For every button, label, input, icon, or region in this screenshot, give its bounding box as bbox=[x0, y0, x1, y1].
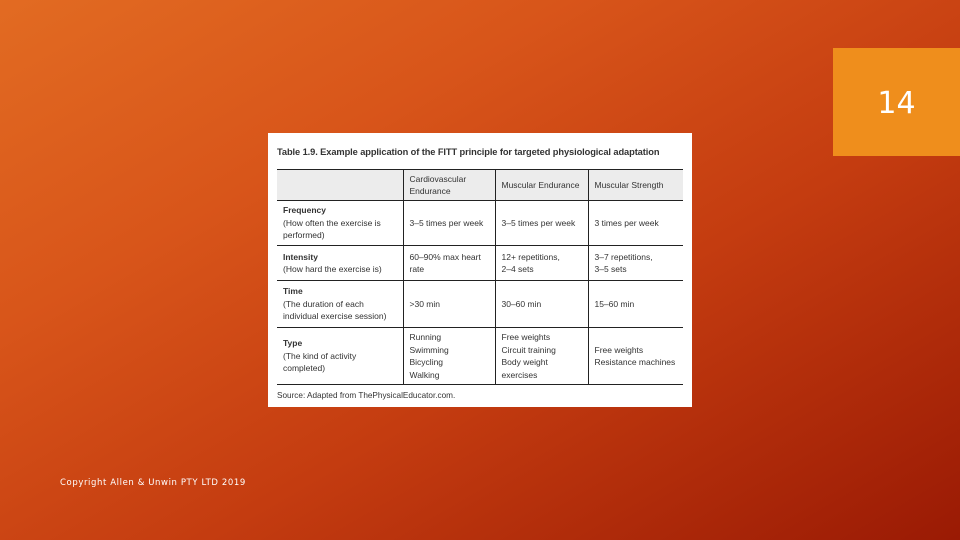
cell-line: Resistance machines bbox=[594, 357, 676, 367]
table-row bbox=[277, 328, 683, 385]
row-label-cell bbox=[277, 281, 403, 328]
row-label: Type bbox=[283, 338, 303, 349]
header-muscular-strength: Muscular Strength bbox=[588, 170, 683, 201]
row-label-cell bbox=[277, 246, 403, 281]
table-cell bbox=[588, 281, 683, 328]
slide-number: 14 bbox=[877, 85, 916, 121]
cell-line: 60–90% max heart rate bbox=[409, 251, 481, 274]
row-description: (How often the exercise is performed) bbox=[283, 217, 381, 241]
cell-line: >30 min bbox=[409, 298, 440, 309]
table-cell bbox=[403, 246, 495, 281]
row-label-cell bbox=[277, 201, 403, 246]
table-source: Source: Adapted from ThePhysicalEducator.com. bbox=[277, 391, 456, 400]
cell-line: exercises bbox=[501, 369, 538, 380]
header-muscular-endurance: Muscular Endurance bbox=[495, 170, 588, 201]
cell-line: 15–60 min bbox=[594, 298, 635, 309]
table-cell bbox=[403, 281, 495, 328]
table-cell bbox=[403, 201, 495, 246]
cell-line: 3–5 sets bbox=[594, 264, 627, 274]
slide-number-badge bbox=[833, 48, 960, 156]
cell-line: 3–7 repetitions, bbox=[594, 251, 653, 262]
copyright-notice: Copyright Allen & Unwin PTY LTD 2019 bbox=[60, 478, 246, 488]
table-cell bbox=[588, 246, 683, 281]
table-cell bbox=[495, 201, 588, 246]
row-description: (How hard the exercise is) bbox=[283, 264, 382, 274]
table-cell bbox=[403, 328, 495, 385]
cell-line: Circuit training bbox=[501, 344, 556, 355]
table-row bbox=[277, 246, 683, 281]
cell-line: Free weights bbox=[501, 332, 551, 342]
row-description: (The duration of each individual exercise session) bbox=[283, 298, 387, 322]
cell-line: Free weights bbox=[594, 344, 644, 355]
header-empty bbox=[277, 170, 403, 201]
cell-line: 3 times per week bbox=[594, 217, 659, 228]
row-label: Time bbox=[283, 286, 303, 297]
header-cardiovascular: Cardiovascular Endurance bbox=[403, 170, 495, 201]
table-cell bbox=[588, 201, 683, 246]
row-label-cell bbox=[277, 328, 403, 385]
cell-line: 30–60 min bbox=[501, 298, 542, 309]
row-description: (The kind of activity completed) bbox=[283, 350, 357, 374]
table-cell bbox=[495, 246, 588, 281]
table-cell bbox=[588, 328, 683, 385]
cell-line: Swimming bbox=[409, 344, 449, 355]
fitt-table-image bbox=[268, 133, 692, 407]
cell-line: Walking bbox=[409, 369, 440, 380]
table-row bbox=[277, 281, 683, 328]
row-label: Intensity bbox=[283, 251, 318, 262]
row-label: Frequency bbox=[283, 205, 326, 216]
cell-line: 3–5 times per week bbox=[409, 217, 484, 228]
cell-line: 2–4 sets bbox=[501, 264, 534, 274]
table-row bbox=[277, 201, 683, 246]
table-cell bbox=[495, 281, 588, 328]
cell-line: 3–5 times per week bbox=[501, 217, 576, 228]
cell-line: Running bbox=[409, 332, 442, 342]
fitt-table bbox=[277, 169, 683, 385]
table-title: Table 1.9. Example application of the FITT principle for targeted physiological adaptation bbox=[277, 147, 660, 157]
table-cell bbox=[495, 328, 588, 385]
cell-line: Body weight bbox=[501, 357, 548, 367]
cell-line: 12+ repetitions, bbox=[501, 251, 560, 262]
cell-line: Bicycling bbox=[409, 357, 444, 367]
table-header-row bbox=[277, 170, 683, 201]
